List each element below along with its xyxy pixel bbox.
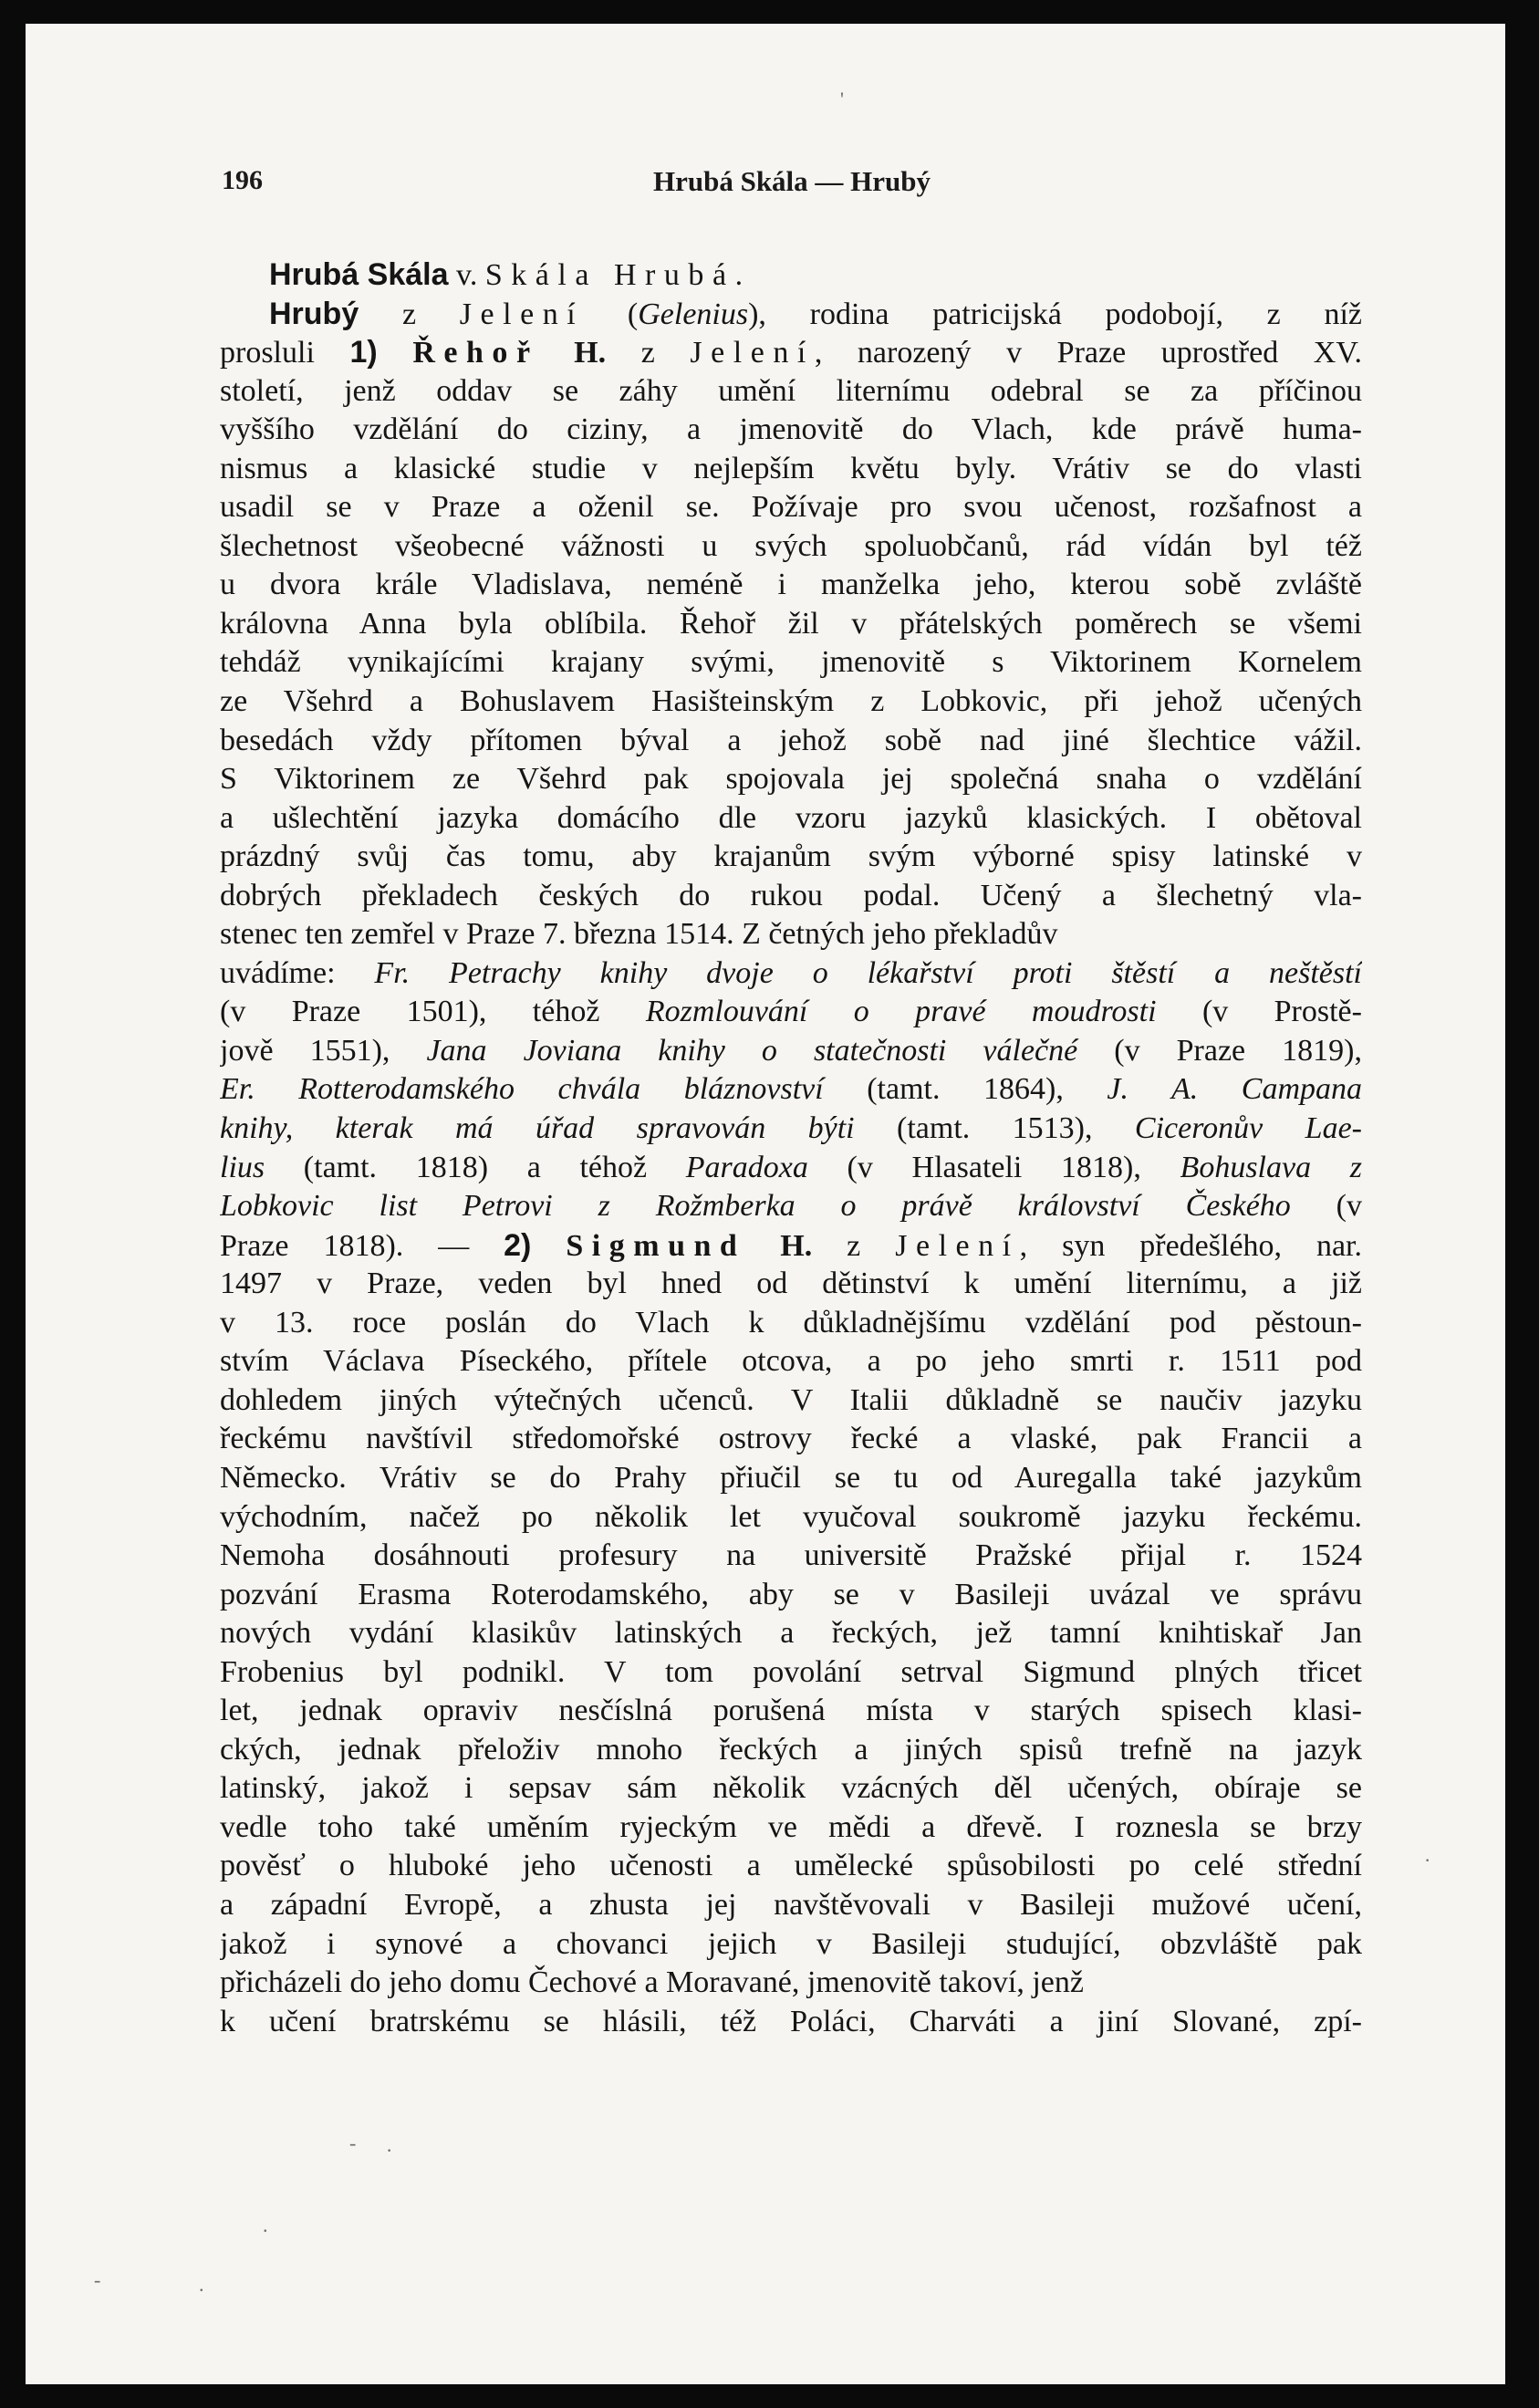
- text-segment: [745, 1229, 780, 1263]
- running-title: Hrubá Skála — Hrubý: [652, 165, 931, 197]
- text-segment: nismus a klasické studie v nejlepším květu byly. Vrátiv se do vlasti: [220, 451, 1362, 485]
- text-line: [220, 1886, 1362, 1925]
- text-segment: Ciceronův Lae-: [1134, 1111, 1362, 1146]
- text-segment: J. A. Campana: [1107, 1072, 1362, 1107]
- text-segment: Sigmund: [566, 1228, 746, 1263]
- text-segment: královna Anna byla oblíbila. Řehoř žil v přátelských poměrech se všemi: [220, 606, 1362, 641]
- text-segment: 1): [349, 335, 378, 370]
- text-line: [220, 1187, 1362, 1226]
- text-segment: Fr. Petrachy knihy dvoje o lékařství proti štěstí a neštěstí: [374, 955, 1362, 990]
- text-segment: Rozmlouvání o pravé moudrosti: [645, 995, 1157, 1029]
- text-segment: z: [606, 336, 691, 370]
- text-segment: stenec ten zemřel v Praze 7. března 1514. Z četných jeho překladův: [220, 917, 1058, 952]
- text-segment: [378, 336, 413, 370]
- text-line: [220, 1265, 1362, 1304]
- text-line: [220, 1032, 1362, 1071]
- text-segment: [531, 1229, 566, 1263]
- text-segment: z: [812, 1228, 896, 1263]
- text-segment: stvím Václava Píseckého, přítele otcova, a po jeho smrti r. 1511 pod: [220, 1344, 1362, 1379]
- text-line: [220, 1070, 1362, 1110]
- text-line: [220, 643, 1362, 683]
- text-segment: Praze 1818). —: [220, 1228, 504, 1263]
- text-segment: východním, načež po několik let vyučoval soukromě jazyku řeckému.: [220, 1499, 1362, 1534]
- text-line: [220, 1110, 1362, 1149]
- text-segment: šlechetnost všeobecné vážnosti u svých spoluobčanů, rád vídán byl též: [220, 528, 1362, 563]
- scan-speck: ·: [386, 2139, 393, 2162]
- text-segment: pověsť o hluboké jeho učenosti a umělecké spůsobilosti po celé střední: [220, 1849, 1362, 1883]
- text-line: [220, 605, 1362, 644]
- text-segment: Německo. Vrátiv se do Prahy přiučil se tu od Auregalla také jazykům: [220, 1460, 1362, 1495]
- text-line: [220, 993, 1362, 1032]
- text-segment: jakož i synové a chovanci jejich v Basileji studující, obzvláště pak: [220, 1926, 1362, 1961]
- text-segment: , narozený v Praze uprostřed XV.: [814, 336, 1362, 370]
- text-segment: Jelení: [895, 1228, 1020, 1263]
- text-segment: let, jednak opraviv nesčíslná porušená místa v starých spisech klasi-: [220, 1694, 1362, 1728]
- text-line: [220, 760, 1362, 799]
- text-segment: (tamt. 1818) a téhož: [265, 1150, 686, 1184]
- text-line: [220, 915, 1362, 954]
- text-line: [220, 1381, 1362, 1421]
- text-segment: prosluli: [220, 336, 350, 370]
- text-line: [220, 877, 1362, 916]
- text-segment: Gelenius: [638, 297, 749, 331]
- text-segment: nových vydání klasikův latinských a řeckých, jež tamní knihtiskař Jan: [220, 1616, 1362, 1651]
- text-segment: u dvora krále Vladislava, neméně i manželka jeho, kterou sobě zvláště: [220, 568, 1362, 602]
- text-segment: knihy, kterak má úřad spravován býti: [220, 1111, 855, 1146]
- scan-speck: -: [94, 2268, 101, 2291]
- text-segment: (v Hlasateli 1818),: [807, 1150, 1180, 1184]
- text-line: [220, 255, 1362, 295]
- text-segment: uvádíme:: [220, 955, 375, 990]
- text-line: [220, 1964, 1362, 2003]
- text-segment: H.: [780, 1228, 813, 1263]
- text-segment: z: [359, 297, 460, 331]
- text-segment: (v Praze 1501), téhož: [220, 995, 646, 1029]
- text-segment: Frobenius byl podnikl. V tom povolání setrval Sigmund plných třicet: [220, 1654, 1362, 1689]
- text-line: [220, 1149, 1362, 1188]
- text-segment: (: [584, 297, 639, 331]
- text-line: [220, 1342, 1362, 1381]
- text-segment: řeckému navštívil středomořské ostrovy řecké a vlaské, pak Francii a: [220, 1422, 1362, 1456]
- text-segment: Er. Rotterodamského chvála bláznovství: [220, 1072, 824, 1107]
- text-line: [220, 411, 1362, 450]
- text-line: [220, 683, 1362, 722]
- text-segment: vyššího vzdělání do ciziny, a jmenovitě do Vlach, kde právě huma-: [220, 412, 1362, 447]
- text-segment: lius: [220, 1150, 265, 1184]
- text-line: [220, 799, 1362, 839]
- page-number: 196: [222, 165, 263, 195]
- text-segment: 2): [504, 1227, 532, 1263]
- text-segment: tehdáž vynikajícími krajany svými, jmenovitě s Viktorinem Kornelem: [220, 645, 1362, 680]
- text-segment: [539, 336, 575, 370]
- text-segment: století, jenž oddav se záhy umění liternímu odebral se za příčinou: [220, 373, 1362, 408]
- text-segment: Hrubý: [269, 296, 359, 331]
- text-segment: ze Všehrd a Bohuslavem Hasišteinským z Lobkovic, při jehož učených: [220, 684, 1362, 719]
- text-line: [220, 1809, 1362, 1848]
- text-segment: v.: [448, 258, 485, 292]
- text-line: [220, 1304, 1362, 1343]
- text-line: [220, 722, 1362, 761]
- text-line: [220, 1925, 1362, 1965]
- text-line: [220, 333, 1362, 372]
- text-line: [220, 1614, 1362, 1653]
- scan-speck: .: [199, 2273, 204, 2296]
- text-segment: (v Praze 1819),: [1077, 1033, 1362, 1068]
- text-segment: Jelení: [459, 297, 585, 331]
- text-segment: Řehoř: [412, 336, 539, 370]
- text-segment: S Viktorinem ze Všehrd pak spojovala jej společná snaha o vzdělání: [220, 762, 1362, 797]
- text-segment: Jelení: [690, 336, 815, 370]
- text-line: [220, 954, 1362, 994]
- text-segment: (v: [1290, 1189, 1362, 1224]
- text-line: [220, 1769, 1362, 1809]
- text-segment: k učení bratrskému se hlásili, též Poláci, Charváti a jiní Slované, zpí-: [220, 2004, 1362, 2038]
- scan-speck: .: [263, 2214, 268, 2236]
- text-line: [220, 566, 1362, 605]
- text-line: [220, 1731, 1362, 1770]
- scanned-page: [26, 24, 1505, 2384]
- text-segment: Skála Hrubá: [484, 258, 735, 292]
- text-segment: usadil se v Praze a oženil se. Požívaje pro svou učenost, rozšafnost a: [220, 490, 1362, 525]
- text-line: [220, 488, 1362, 527]
- text-line: [220, 1653, 1362, 1693]
- scan-speck: -: [349, 2132, 357, 2154]
- text-segment: ckých, jednak přeloživ mnoho řeckých a jiných spisů trefně na jazyk: [220, 1732, 1362, 1767]
- scan-speck: ·: [1424, 1849, 1431, 1871]
- text-line: [220, 1576, 1362, 1615]
- text-segment: H.: [574, 336, 607, 370]
- page-header: [222, 165, 1362, 211]
- text-line: [220, 1847, 1362, 1886]
- text-segment: dohledem jiných výtečných učenců. V Italii důkladně se naučiv jazyku: [220, 1382, 1362, 1417]
- text-segment: (tamt. 1864),: [823, 1072, 1107, 1107]
- text-segment: (tamt. 1513),: [854, 1111, 1135, 1146]
- text-segment: přicházeli do jeho domu Čechové a Moravané, jmenovitě takoví, jenž: [220, 1965, 1084, 2000]
- text-line: [220, 1459, 1362, 1498]
- text-line: [220, 372, 1362, 412]
- text-segment: dobrých překladech českých do rukou podal. Učený a šlechetný vla-: [220, 878, 1362, 912]
- text-segment: Nemoha dosáhnouti profesury na universitě Pražské přijal r. 1524: [220, 1538, 1362, 1573]
- text-segment: prázdný svůj čas tomu, aby krajanům svým výborné spisy latinské v: [220, 839, 1362, 874]
- text-segment: a západní Evropě, a zhusta jej navštěvovali v Basileji mužové učení,: [220, 1887, 1362, 1922]
- text-segment: Jana Joviana knihy o statečnosti válečné: [426, 1033, 1078, 1068]
- text-line: [220, 1420, 1362, 1459]
- text-line: [220, 527, 1362, 567]
- text-line: [220, 1498, 1362, 1538]
- text-line: [220, 295, 1362, 334]
- text-segment: ), rodina patricijská podobojí, z níž: [748, 297, 1362, 331]
- text-segment: Lobkovic list Petrovi z Rožmberka o právě království Českého: [220, 1189, 1291, 1224]
- text-line: [220, 1226, 1362, 1266]
- text-segment: Hrubá Skála: [269, 257, 449, 292]
- text-segment: v 13. roce poslán do Vlach k důkladnějšímu vzdělání pod pěstoun-: [220, 1305, 1362, 1340]
- text-line: [220, 2003, 1362, 2042]
- text-segment: .: [734, 258, 744, 292]
- text-line: [220, 1537, 1362, 1576]
- text-segment: vedle toho také uměním ryjeckým ve mědi a dřevě. I roznesla se brzy: [220, 1809, 1362, 1844]
- text-line: [220, 450, 1362, 489]
- text-segment: 1497 v Praze, veden byl hned od dětinství k umění liternímu, a již: [220, 1267, 1362, 1301]
- text-segment: Paradoxa: [685, 1150, 808, 1184]
- text-line: [220, 838, 1362, 877]
- text-segment: pozvání Erasma Roterodamského, aby se v Basileji uvázal ve správu: [220, 1577, 1362, 1611]
- text-segment: besedách vždy přítomen býval a jehož sobě nad jiné šlechtice vážil.: [220, 723, 1362, 757]
- text-segment: jově 1551),: [220, 1033, 427, 1068]
- text-segment: latinský, jakož i sepsav sám několik vzácných děl učených, obíraje se: [220, 1771, 1362, 1806]
- scan-speck: ': [840, 88, 844, 110]
- text-segment: (v Prostě-: [1156, 995, 1362, 1029]
- text-segment: Bohuslava z: [1180, 1150, 1362, 1184]
- text-segment: , syn předešlého, nar.: [1019, 1228, 1362, 1263]
- text-line: [220, 1692, 1362, 1731]
- text-segment: a ušlechtění jazyka domácího dle vzoru jazyků klasických. I obětoval: [220, 800, 1362, 835]
- body-text: [220, 255, 1362, 2041]
